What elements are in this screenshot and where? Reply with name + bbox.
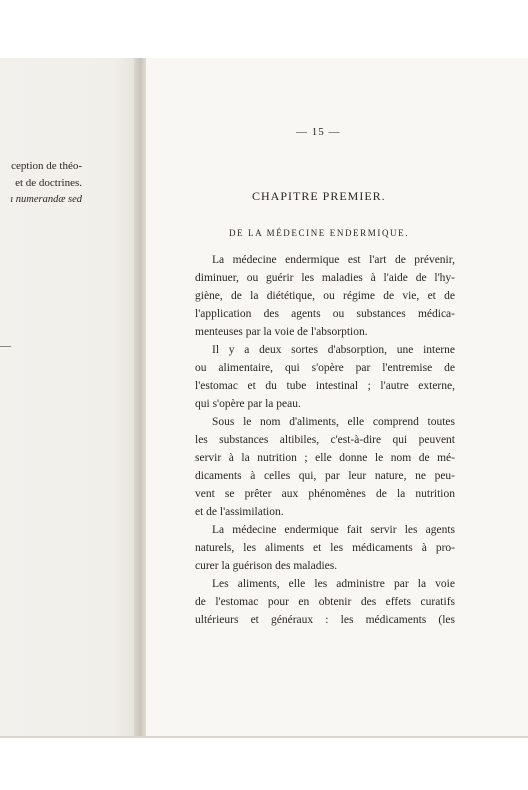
body-line-7: ou alimentaire, qui s'opère par l'entremise de	[195, 362, 455, 374]
body-line-1: La médecine endermique est l'art de prévenir,	[212, 254, 455, 266]
body-line-19: Les aliments, elle les administre par la voie	[212, 578, 455, 590]
body-line-13: dicaments à celles qui, par leur nature, ne peu-	[195, 470, 455, 482]
page-number: — 15 —	[296, 126, 341, 138]
left-page-line-1: ception de théo-	[11, 160, 82, 172]
section-title: DE LA MÉDECINE ENDERMIQUE.	[229, 228, 410, 238]
body-line-20: de l'estomac pour en obtenir des effets curatifs	[195, 596, 455, 608]
body-line-11: les substances altibiles, c'est-à-dire qui peuvent	[195, 434, 455, 446]
body-line-2: diminuer, ou guérir les maladies à l'aide de l'hy-	[195, 272, 455, 284]
body-line-3: giène, de la diététique, ou régime de vie, et de	[195, 290, 455, 302]
body-line-15: et de l'assimilation.	[195, 506, 284, 518]
body-line-9: qui s'opère par la peau.	[195, 398, 301, 410]
left-page-line-2: et de doctrines.	[15, 177, 82, 189]
chapter-title: CHAPITRE PREMIER.	[252, 189, 386, 203]
body-line-6: Il y a deux sortes d'absorption, une interne	[212, 344, 455, 356]
body-line-12: servir à la nutrition ; elle donne le nom de mé-	[195, 452, 455, 464]
body-line-17: naturels, les aliments et les médicaments à pro-	[195, 542, 455, 554]
body-line-10: Sous le nom d'aliments, elle comprend toutes	[212, 416, 455, 428]
left-page-line-3: ı numerandæ sed	[10, 194, 82, 205]
body-line-8: l'estomac et du tube intestinal ; l'autre externe,	[195, 380, 455, 392]
body-line-21: ultérieurs et généraux : les médicaments (les	[195, 614, 455, 626]
body-line-16: La médecine endermique fait servir les agents	[212, 524, 455, 536]
body-line-18: curer la guérison des maladies.	[195, 560, 338, 572]
body-line-5: menteuses par la voie de l'absorption.	[195, 326, 368, 338]
left-page-dash: —	[0, 340, 11, 352]
page-bottom-edge	[0, 736, 528, 738]
body-line-14: vent se prêter aux phénomènes de la nutrition	[195, 488, 455, 500]
body-line-4: l'application des agents ou substances médica-	[195, 308, 455, 320]
